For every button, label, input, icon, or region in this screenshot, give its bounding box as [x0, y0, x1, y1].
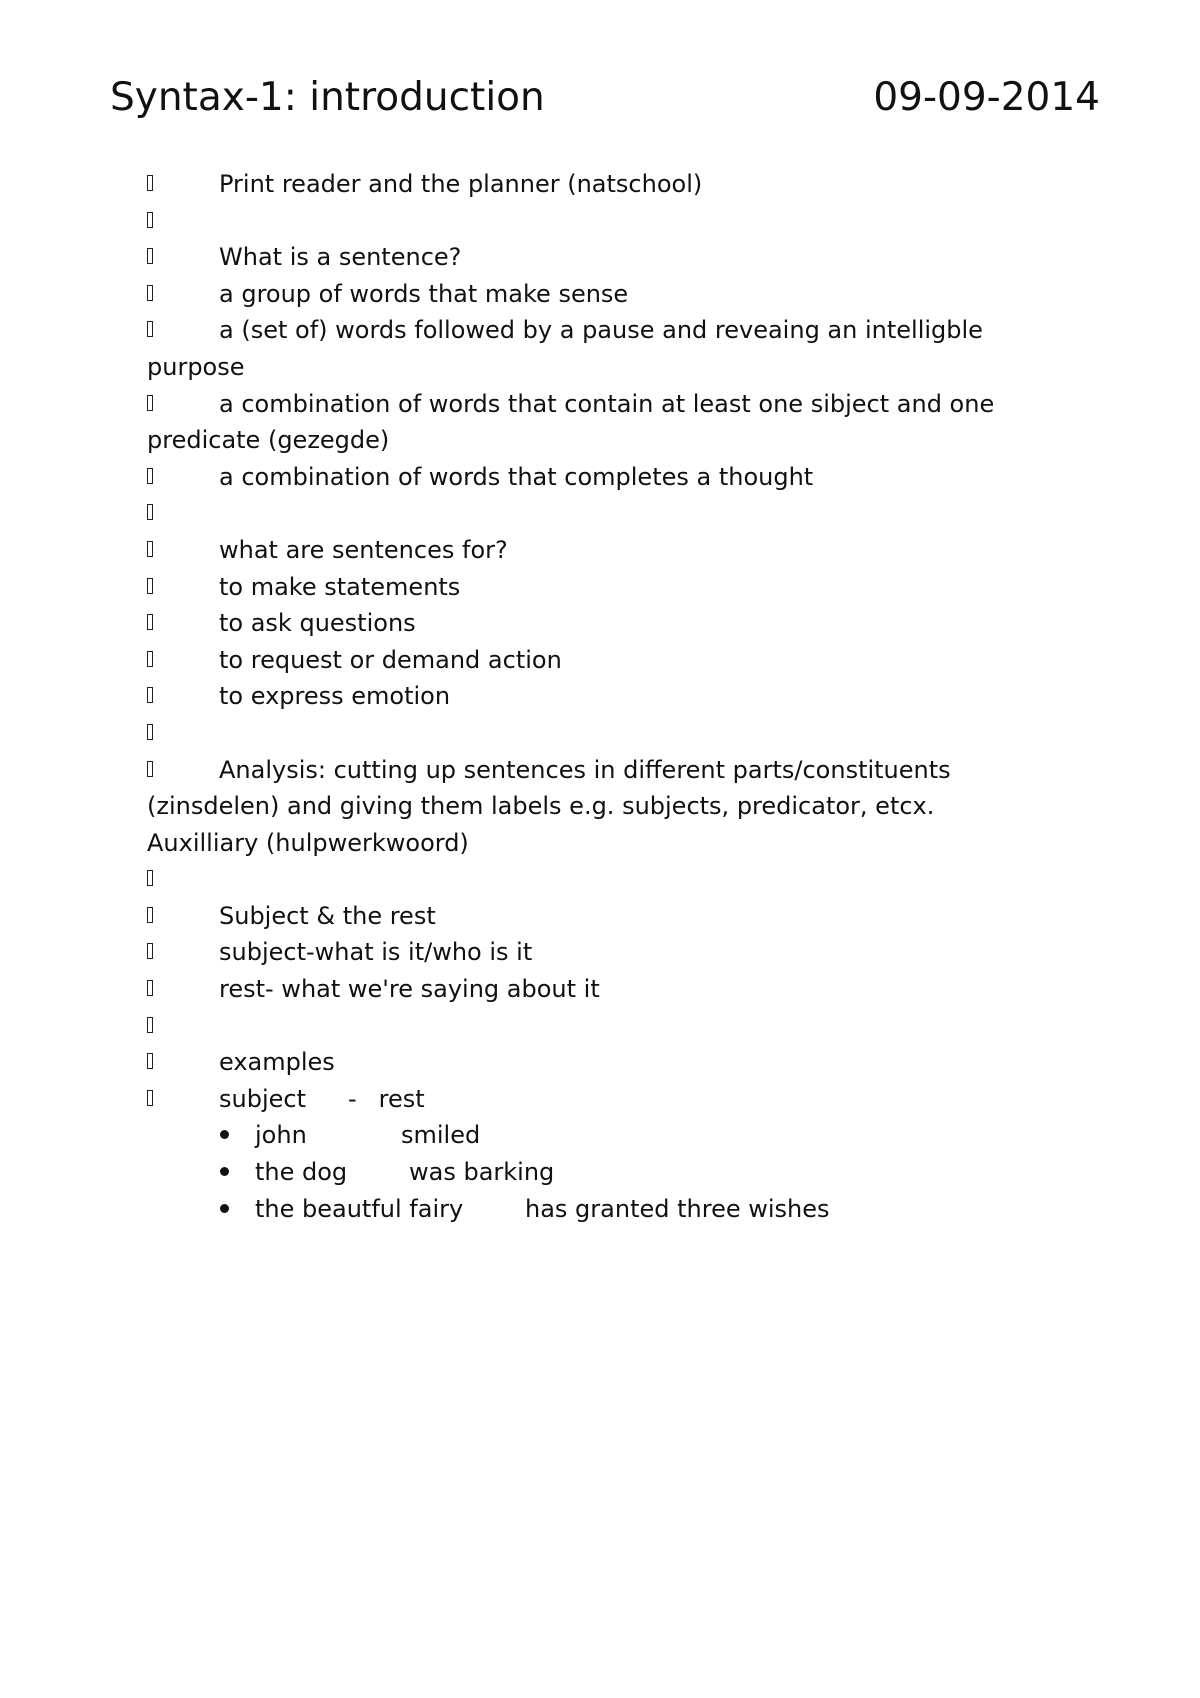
missing-glyph-icon [147, 175, 153, 191]
list-item-text: to express emotion [219, 682, 451, 711]
list-item [147, 459, 1047, 496]
missing-glyph-icon [147, 248, 153, 264]
list-item [147, 1044, 1047, 1081]
list-item [147, 312, 1047, 385]
missing-glyph-icon [147, 1017, 153, 1033]
missing-glyph-icon [147, 285, 153, 301]
missing-glyph-icon [147, 761, 153, 777]
missing-glyph-icon [147, 870, 153, 886]
bullet-icon [220, 1167, 229, 1176]
list-item [147, 971, 1047, 1008]
bullet-icon [220, 1204, 229, 1213]
example-item [147, 1154, 1047, 1191]
missing-glyph-icon [147, 541, 153, 557]
page-title: Syntax-1: introduction [110, 75, 545, 120]
list-item-text: a combination of words that contain at least one sibject and one [219, 389, 995, 418]
missing-glyph-icon [147, 1053, 153, 1069]
missing-glyph-icon [147, 614, 153, 630]
subject-rest-header [147, 1081, 1047, 1118]
list-item-empty [147, 715, 1047, 752]
missing-glyph-icon [147, 1090, 153, 1106]
list-item-text-continued: predicate (gezegde) [147, 426, 390, 455]
example-rest: has granted three wishes [525, 1194, 830, 1223]
list-item-text: Subject & the rest [219, 901, 436, 930]
example-subject: the beautful fairy [255, 1194, 464, 1223]
missing-glyph-icon [147, 724, 153, 740]
list-item [147, 678, 1047, 715]
example-subject: john [255, 1121, 307, 1150]
list-item [147, 239, 1047, 276]
list-item-empty [147, 495, 1047, 532]
missing-glyph-icon [147, 468, 153, 484]
bullet-icon [220, 1130, 229, 1139]
missing-glyph-icon [147, 321, 153, 337]
list-item [147, 934, 1047, 971]
document-date: 09-09-2014 [873, 75, 1100, 120]
example-subject: the dog [255, 1158, 348, 1187]
list-item-text: What is a sentence? [219, 243, 462, 272]
separator-dash: - [348, 1084, 357, 1113]
example-rest: was barking [409, 1158, 555, 1187]
missing-glyph-icon [147, 651, 153, 667]
list-item [147, 276, 1047, 313]
list-item-text: examples [219, 1048, 335, 1077]
list-item-text: subject-what is it/who is it [219, 938, 533, 967]
missing-glyph-icon [147, 504, 153, 520]
list-item [147, 166, 1047, 203]
list-item-text: what are sentences for? [219, 535, 508, 564]
missing-glyph-icon [147, 980, 153, 996]
list-item-text-continued: Auxilliary (hulpwerkwoord) [147, 828, 469, 857]
list-item-text: Analysis: cutting up sentences in different parts/constituents [219, 755, 951, 784]
example-rest: smiled [401, 1121, 481, 1150]
list-item-text-continued: purpose [147, 352, 245, 381]
rest-column-label: rest [378, 1084, 425, 1113]
missing-glyph-icon [147, 687, 153, 703]
list-item [147, 1081, 1047, 1118]
list-item-text: rest- what we're saying about it [219, 975, 600, 1004]
example-item [147, 1117, 1047, 1154]
list-item-text: Print reader and the planner (natschool) [219, 170, 703, 198]
missing-glyph-icon [147, 943, 153, 959]
list-item [147, 642, 1047, 679]
list-item [147, 569, 1047, 606]
list-item-text: to make statements [219, 572, 461, 601]
list-item [147, 752, 1047, 862]
subject-column-label: subject [219, 1084, 306, 1113]
list-item [147, 386, 1047, 459]
missing-glyph-icon [147, 578, 153, 594]
list-item-empty [147, 1008, 1047, 1045]
document-header [110, 70, 1100, 126]
list-item-empty [147, 203, 1047, 240]
list-item-text: to request or demand action [219, 645, 562, 674]
notes-list [147, 166, 1047, 1227]
list-item-text: a group of words that make sense [219, 279, 629, 308]
missing-glyph-icon [147, 395, 153, 411]
missing-glyph-icon [147, 907, 153, 923]
list-item [147, 898, 1047, 935]
example-item [147, 1191, 1047, 1228]
list-item [147, 605, 1047, 642]
missing-glyph-icon [147, 212, 153, 228]
list-item-text: a combination of words that completes a thought [219, 462, 814, 491]
list-item-text-continued: (zinsdelen) and giving them labels e.g. subjects, predicator, etcx. [147, 792, 935, 821]
list-item [147, 532, 1047, 569]
list-item-text: to ask questions [219, 609, 416, 638]
list-item-text: a (set of) words followed by a pause and reveaing an intelligble [219, 316, 983, 345]
list-item-empty [147, 861, 1047, 898]
